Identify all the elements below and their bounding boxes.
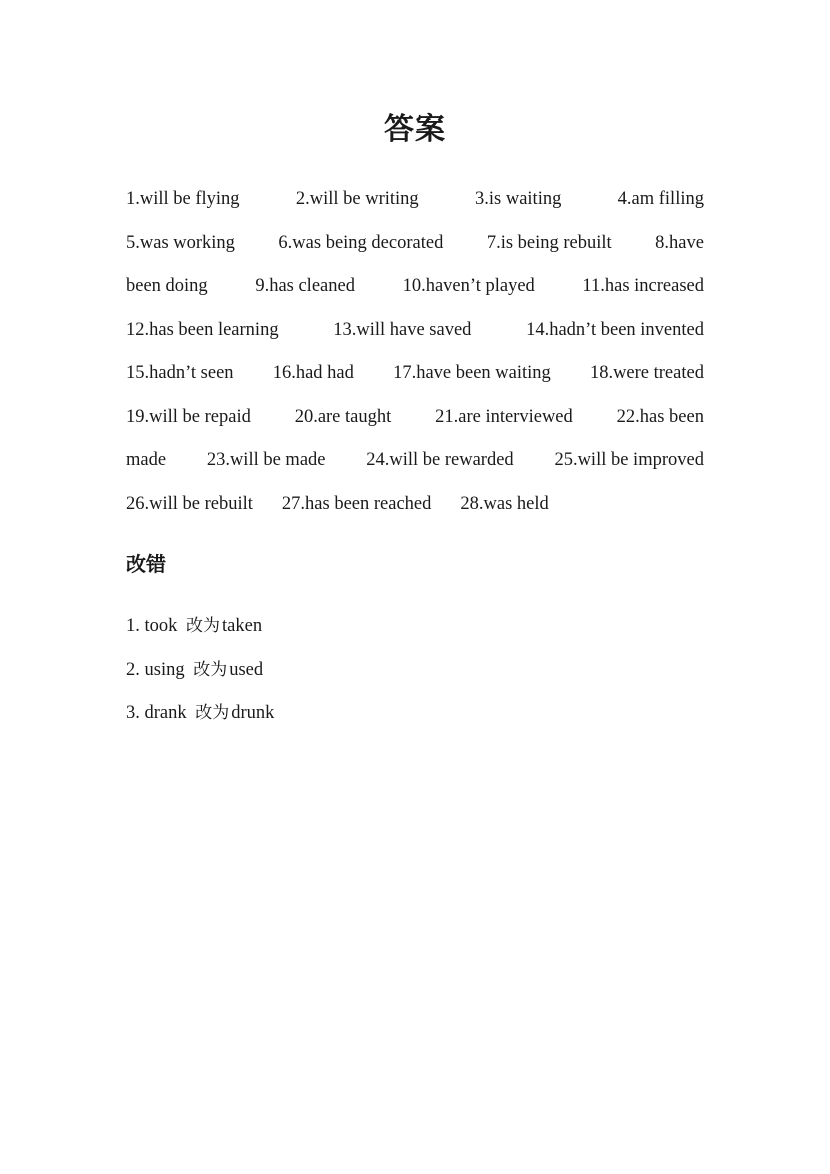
correction-number: 3.	[126, 703, 140, 723]
answer-line	[126, 443, 704, 487]
answer-item: 19.will be repaid	[126, 406, 251, 427]
answer-item: 9.has cleaned	[255, 276, 355, 296]
answer-item: 22.has been	[616, 406, 704, 427]
answer-item: 16.had had	[272, 363, 354, 383]
answer-item: 24.will be rewarded	[366, 450, 514, 470]
answer-item: 11.has increased	[582, 276, 704, 296]
answer-item: 2.will be writing	[295, 189, 419, 209]
correction-connector: 改为	[186, 616, 221, 636]
correction-number: 2.	[126, 659, 140, 680]
answer-item: 7.is being rebuilt	[486, 232, 612, 253]
answer-item: 17.have been waiting	[393, 363, 551, 383]
answer-item: 25.will be improved	[554, 450, 704, 470]
correction-connector: 改为	[193, 659, 228, 680]
answer-line	[126, 226, 704, 270]
answer-item: 18.were treated	[589, 363, 704, 383]
answer-item: 5.was working	[126, 232, 235, 253]
answer-item: made	[126, 450, 167, 470]
answer-list	[126, 182, 704, 530]
answer-line	[126, 269, 704, 313]
correction-number: 1.	[126, 616, 140, 636]
answer-line	[126, 182, 704, 226]
answer-item: 4.am filling	[617, 189, 704, 209]
answer-item: 21.are interviewed	[435, 406, 573, 427]
correction-wrong: took	[144, 616, 178, 636]
answer-item: 27.has been reached	[281, 493, 432, 514]
answer-item: 14.hadn’t been invented	[526, 319, 704, 340]
answer-item: been doing	[126, 276, 208, 296]
correction-right: used	[229, 659, 264, 680]
answer-line	[126, 400, 704, 444]
corrections-list	[126, 609, 274, 740]
answer-line	[126, 313, 704, 357]
correction-right: taken	[222, 616, 263, 636]
answer-item: 8.have	[655, 232, 704, 253]
correction-right: drunk	[231, 703, 275, 723]
answer-line	[126, 487, 704, 531]
answer-item: 26.will be rebuilt	[126, 493, 253, 514]
page-title: 答案	[384, 112, 446, 147]
answer-item: 6.was being decorated	[278, 232, 444, 253]
answer-item: 1.will be flying	[126, 189, 240, 209]
correction-item	[126, 609, 274, 653]
answer-item: 10.haven’t played	[402, 276, 535, 296]
correction-connector: 改为	[195, 703, 230, 723]
answer-item: 15.hadn’t seen	[126, 363, 234, 383]
correction-item	[126, 653, 274, 697]
answer-item: 28.was held	[460, 493, 549, 514]
answer-item: 23.will be made	[206, 450, 326, 470]
correction-wrong: using	[144, 659, 185, 680]
correction-item	[126, 696, 274, 740]
answer-line	[126, 356, 704, 400]
answer-item: 20.are taught	[294, 406, 392, 427]
correction-wrong: drank	[144, 703, 187, 723]
answer-item: 3.is waiting	[475, 189, 562, 209]
answer-item: 13.will have saved	[333, 319, 472, 340]
corrections-heading: 改错	[126, 552, 166, 576]
answer-item: 12.has been learning	[126, 319, 279, 340]
